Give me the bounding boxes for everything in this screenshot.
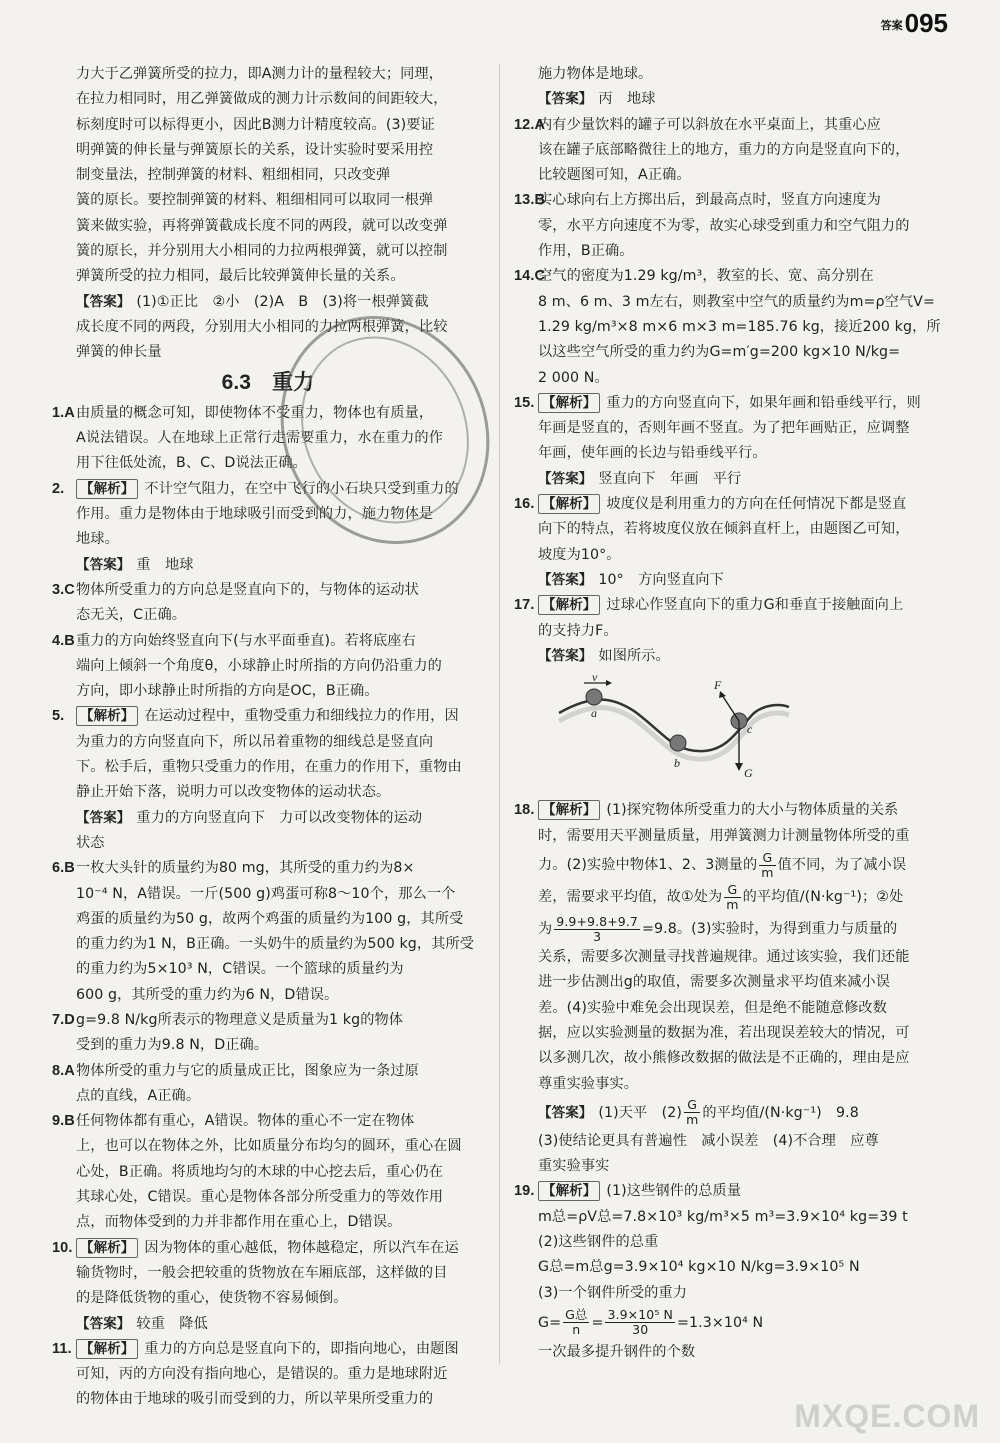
fraction: [684, 1098, 700, 1127]
question-item: [52, 1337, 484, 1413]
item-tag: 【答案】: [538, 647, 593, 664]
item-text: 的物体由于地球的吸引而受到的力，所以苹果所受重力的: [76, 1391, 434, 1408]
text-line: 标刻度时可以标得更小，因此B测力计精度较高。(3)要证: [76, 116, 435, 133]
fraction-numerator: G: [724, 883, 740, 898]
item-line: [52, 340, 484, 365]
item-line: [514, 644, 950, 669]
fraction-denominator: 3: [593, 928, 602, 944]
item-text: 重力的方向始终竖直向下(与水平面垂直)。若将底座右: [76, 632, 416, 649]
item-tag: 【答案】: [76, 1315, 131, 1332]
item-line: [52, 527, 484, 552]
question-item: [52, 401, 484, 477]
label-g: G: [744, 766, 753, 781]
item-line: [514, 290, 950, 315]
item-line: [514, 366, 950, 391]
item-line: [52, 426, 484, 451]
item-text: 状态: [76, 834, 105, 851]
item-line: [52, 1160, 484, 1185]
item-tag: 【解析】: [76, 706, 138, 726]
fraction: [563, 1308, 589, 1337]
item-line: [514, 391, 950, 416]
fraction-denominator: m: [686, 1112, 699, 1128]
item-text: 如图所示。: [598, 647, 670, 664]
item-line: [52, 477, 484, 502]
question-item: [52, 477, 484, 553]
answer-block: [514, 568, 950, 593]
answer-line: [514, 1097, 950, 1129]
item-number: 8.A: [52, 1062, 75, 1079]
page-number: 答案095: [880, 8, 948, 38]
item-text: 一次最多提升钢件的个数: [538, 1343, 696, 1360]
site-watermark: MXQE.COM: [794, 1398, 980, 1434]
item-text: 的支持力F。: [538, 622, 618, 639]
item-number: 1.A: [52, 404, 75, 421]
item-text: 年画是竖直的，否则年画不竖直。为了把年画贴正，应调整: [538, 420, 910, 437]
item-text: 成长度不同的两段，分别用大小相同的力拉两根弹簧，比较: [76, 318, 448, 335]
item-text: 物体所受的重力与它的质量成正比，图象应为一条过原: [76, 1062, 419, 1079]
item-text: 10° 方向竖直向下: [598, 571, 724, 588]
question-item: [514, 113, 950, 189]
item-text: 端向上倾斜一个角度θ，小球静止时所指的方向仍沿重力的: [76, 657, 442, 674]
item-number: 5.: [52, 708, 65, 725]
item-text: m总=ρV总=7.8×10³ kg/m³×5 m³=3.9×10⁴ kg=39 t: [538, 1208, 908, 1225]
ball-b: [670, 735, 686, 751]
item-line: [514, 798, 950, 823]
item-line: [52, 907, 484, 932]
question-item: [52, 704, 484, 805]
item-text: 10⁻⁴ N，A错误。一斤(500 g)鸡蛋可称8～10个，那么一个: [76, 885, 456, 902]
item-line: [52, 806, 484, 831]
item-tag: 【解析】: [538, 800, 600, 820]
item-text: 作用。重力是物体由于地球吸引而受到的力，施力物体是: [76, 506, 434, 523]
item-text: 任何物体都有重心，A错误。物体的重心不一定在物体: [76, 1113, 415, 1130]
item-line: [52, 502, 484, 527]
item-text: 的是降低货物的重心，使货物不容易倾倒。: [76, 1290, 348, 1307]
answer-block: [52, 1312, 484, 1337]
text-line: 簧来做实验，再将弹簧截成长度不同的两段，就可以改变弹: [76, 217, 448, 234]
item-text: 零，水平方向速度不为零，故实心球受到重力和空气阻力的: [538, 217, 910, 234]
item-line: [514, 87, 950, 112]
item-text: 方向，即小球静止时所指的方向是OC，B正确。: [76, 683, 379, 700]
item-tag: 【答案】: [538, 1104, 593, 1121]
ball-a: [586, 689, 602, 705]
item-line: [52, 553, 484, 578]
item-line: [52, 831, 484, 856]
item-line: [52, 401, 484, 426]
item-line: [52, 882, 484, 907]
item-text: 点的直线，A正确。: [76, 1087, 201, 1104]
item-tag: 【答案】: [76, 556, 131, 573]
item-line: [514, 1072, 950, 1097]
fraction-numerator: G: [684, 1098, 700, 1113]
item-line: [514, 913, 950, 945]
item-line: [514, 970, 950, 995]
item-line: [52, 983, 484, 1008]
right-column: [514, 62, 950, 1365]
text-line: 力大于乙弹簧所受的拉力，即A测力计的量程较大；同理，: [76, 66, 443, 82]
item-line: [52, 1337, 484, 1362]
item-tag: 【答案】: [76, 293, 131, 310]
item-text: 重力的方向竖直向下，如果年画和铅垂线平行，则: [606, 394, 921, 411]
text-line: (3)使结论更具有普遍性 减小误差 (4)不合理 应尊: [538, 1132, 879, 1149]
question-item: [514, 188, 950, 264]
item-line: [52, 290, 484, 315]
item-text: 差。(4)实验中难免会出现误差，但是绝不能随意修改数: [538, 999, 888, 1016]
item-line: [52, 578, 484, 603]
item-line: [514, 619, 950, 644]
item-text: g=9.8 N/kg所表示的物理意义是质量为1 kg的物体: [76, 1011, 404, 1028]
item-text: 的平均值/(N·kg⁻¹) 9.8: [702, 1104, 859, 1121]
fraction-denominator: n: [572, 1322, 581, 1338]
item-text: 向下的特点，若将坡度仪放在倾斜直杆上，由题图乙可知，: [538, 521, 910, 538]
text-line: 簧的原长。要控制弹簧的材料、粗细相同可以取同一根弹: [76, 192, 434, 209]
item-line: [52, 1362, 484, 1387]
item-line: [514, 214, 950, 239]
item-text: 时，需要用天平测量质量，用弹簧测力计测量物体所受的重: [538, 827, 910, 844]
item-text: 点，而物体受到的力并非都作用在重心上，D错误。: [76, 1214, 402, 1231]
item-text: 在运动过程中，重物受重力和细线拉力的作用，因: [144, 708, 459, 725]
item-line: [52, 1236, 484, 1261]
item-line: [514, 264, 950, 289]
label-a: a: [591, 706, 598, 721]
label-c: c: [747, 722, 753, 737]
question-item: [52, 1008, 484, 1059]
item-text: 值不同，为了减小误: [777, 857, 907, 874]
question-item: [52, 578, 484, 629]
force-f-arrow: [722, 695, 739, 721]
label-v: v: [592, 673, 598, 685]
item-number: 6.B: [52, 860, 75, 877]
item-tag: 【答案】: [538, 470, 593, 487]
item-text: (1)探究物体所受重力的大小与物体质量的关系: [606, 802, 899, 819]
answer-block: [52, 806, 484, 857]
item-line: [514, 593, 950, 618]
text-line: 弹簧所受的拉力相同，最后比较弹簧伸长量的关系。: [76, 268, 405, 285]
item-number: 2.: [52, 480, 65, 497]
item-line: [52, 1210, 484, 1235]
item-text: 8 m、6 m、3 m左右，则教室中空气的质量约为m=ρ空气V=: [538, 293, 935, 310]
item-number: 14.C: [514, 268, 546, 285]
item-text: 的重力约为5×10³ N，C错误。一个篮球的质量约为: [76, 961, 404, 978]
item-number: 10.: [52, 1239, 73, 1256]
section-title: 6.3 重力: [221, 370, 315, 394]
item-text: 物体所受重力的方向总是竖直向下的，与物体的运动状: [76, 581, 419, 598]
item-number: 7.D: [52, 1011, 75, 1028]
question-item: [514, 264, 950, 390]
item-line: [514, 1230, 950, 1255]
item-line: [514, 315, 950, 340]
item-number: 9.B: [52, 1113, 75, 1130]
item-line: [52, 1033, 484, 1058]
item-text: 2 000 N。: [538, 369, 609, 386]
item-text: 空气的密度为1.29 kg/m³，教室的长、宽、高分别在: [538, 268, 874, 285]
item-line: [514, 517, 950, 542]
fraction-denominator: m: [761, 864, 774, 880]
item-tag: 【解析】: [76, 1339, 138, 1359]
item-text: 该在罐子底部略微往上的地方，重力的方向是竖直向下的，: [538, 141, 910, 158]
item-text: 过球心作竖直向下的重力G和垂直于接触面向上: [606, 597, 904, 614]
fraction: [724, 883, 740, 912]
item-number: 15.: [514, 394, 535, 411]
column-divider: [499, 64, 500, 1364]
item-text: 进一步估测出g的取值，需要多次测量求平均值来减小误: [538, 974, 891, 991]
item-line: [514, 239, 950, 264]
item-text: 上，也可以在物体之外，比如质量分布均匀的圆环，重心在圆: [76, 1138, 462, 1155]
item-text: 的平均值/(N·kg⁻¹)；②处: [742, 889, 904, 906]
left-column: [52, 62, 484, 1413]
item-line: [52, 1185, 484, 1210]
fraction-numerator: 9.9+9.8+9.7: [556, 913, 638, 929]
item-text: G总=m总g=3.9×10⁴ kg×10 N/kg=3.9×10⁵ N: [538, 1259, 860, 1276]
item-text: =1.3×10⁴ N: [676, 1314, 764, 1331]
item-line: [52, 957, 484, 982]
item-tag: 【解析】: [76, 479, 138, 499]
force-f-arrowhead: [719, 691, 726, 698]
item-text: 重力的方向总是竖直向下的，即指向地心，由题图: [144, 1340, 459, 1357]
question-item: [514, 492, 950, 568]
item-text: 尊重实验事实。: [538, 1075, 639, 1092]
item-tag: 【解析】: [538, 393, 600, 413]
item-text: 内有少量饮料的罐子可以斜放在水平桌面上，其重心应: [538, 116, 881, 133]
item-line: [52, 1286, 484, 1311]
item-line: [52, 1134, 484, 1159]
question-item: [514, 593, 950, 644]
item-text: 差，需要求平均值，故①处为: [538, 889, 723, 906]
item-text: 竖直向下 年画 平行: [598, 470, 742, 487]
item-text: 力。(2)实验中物体1、2、3测量的: [538, 857, 758, 874]
item-line: [52, 629, 484, 654]
fraction: [554, 915, 640, 944]
question-item: [52, 856, 484, 1008]
item-line: [52, 780, 484, 805]
item-line: [52, 603, 484, 628]
item-line: [514, 492, 950, 517]
item-tag: 【答案】: [76, 809, 131, 826]
item-line: [514, 1179, 950, 1204]
item-text: A说法错误。人在地球上正常行走需要重力，水在重力的作: [76, 430, 443, 447]
item-number: 12.A: [514, 116, 546, 133]
item-line: [514, 441, 950, 466]
item-line: [514, 945, 950, 970]
item-text: =: [591, 1314, 604, 1331]
item-tag: 【解析】: [76, 1238, 138, 1258]
item-line: [52, 932, 484, 957]
text-line: 明弹簧的伸长量与弹簧原长的关系，设计实验时要采用控: [76, 141, 434, 158]
item-text: 受到的重力为9.8 N，D正确。: [76, 1037, 269, 1054]
item-line: [52, 1008, 484, 1033]
item-line: [514, 188, 950, 213]
item-text: 由质量的概念可知，即使物体不受重力，物体也有质量，: [76, 404, 434, 421]
item-line: [52, 1261, 484, 1286]
item-line: [514, 1281, 950, 1306]
item-text: G=: [538, 1314, 562, 1331]
item-text: 用下往低处流，B、C、D说法正确。: [76, 455, 307, 472]
item-number: 4.B: [52, 632, 75, 649]
label-f: F: [714, 678, 722, 693]
item-line: [52, 755, 484, 780]
item-text: (1)这些钢件的总质量: [606, 1183, 742, 1200]
item-line: [52, 1059, 484, 1084]
question-item: [52, 1109, 484, 1235]
text-line: 在拉力相同时，用乙弹簧做成的测力计示数间的间距较大，: [76, 91, 448, 108]
item-tag: 【答案】: [538, 571, 593, 588]
item-text: 一枚大头针的质量约为80 mg，其所受的重力约为8×: [76, 860, 415, 877]
item-line: [514, 1306, 950, 1340]
item-line: [52, 704, 484, 729]
item-text: 关系，需要多次测量寻找普遍规律。通过该实验，我们还能: [538, 949, 910, 966]
item-text: 下。松手后，重物只受重力的作用，在重力的作用下，重物由: [76, 759, 462, 776]
answer-block: [514, 87, 950, 112]
item-text: 丙 地球: [598, 91, 656, 108]
velocity-arrowhead: [606, 680, 612, 686]
label-b: b: [674, 756, 681, 771]
item-line: [52, 1109, 484, 1134]
item-line: [514, 1255, 950, 1280]
item-line: [52, 1084, 484, 1109]
answer-block: [514, 644, 950, 669]
item-text: (3)一个钢件所受的重力: [538, 1284, 687, 1301]
item-number: 19.: [514, 1183, 535, 1200]
answer-block: [52, 290, 484, 366]
item-line: [514, 996, 950, 1021]
answer-block: [52, 553, 484, 578]
fraction-numerator: G: [759, 851, 775, 866]
item-text: 实心球向右上方掷出后，到最高点时，竖直方向速度为: [538, 192, 881, 209]
item-line: [514, 568, 950, 593]
item-text: 坡度仪是利用重力的方向在任何情况下都是竖直: [606, 496, 907, 513]
item-text: 可知，丙的方向没有指向地心，是错误的。重力是地球附近: [76, 1366, 448, 1383]
item-line: [514, 467, 950, 492]
item-line: [514, 824, 950, 849]
item-tag: 【解析】: [538, 595, 600, 615]
item-text: 坡度为10°。: [538, 546, 621, 563]
item-line: [514, 543, 950, 568]
item-text: 重力的方向竖直向下 力可以改变物体的运动: [136, 809, 423, 826]
item-line: [52, 315, 484, 340]
item-text: 因为物体的重心越低，物体越稳定，所以汽车在运: [144, 1239, 459, 1256]
item-number: 18.: [514, 802, 535, 819]
item-line: [514, 138, 950, 163]
item-text: 输货物时，一般会把较重的货物放在车厢底部，这样做的目: [76, 1264, 448, 1281]
answer-block: [514, 467, 950, 492]
item-text: 的重力约为1 N，B正确。一头奶牛的质量约为500 kg，其所受: [76, 936, 475, 953]
item-text: 比较题图可知，A正确。: [538, 167, 691, 184]
item-line: [52, 1312, 484, 1337]
item-text: 较重 降低: [136, 1315, 208, 1332]
item-line: [514, 1046, 950, 1071]
item-text: 态无关，C正确。: [76, 607, 187, 624]
item-text: 以这些空气所受的重力约为G=m′g=200 kg×10 N/kg=: [538, 344, 901, 361]
item-text: (1)天平 (2): [598, 1104, 683, 1121]
item-number: 3.C: [52, 581, 75, 598]
item-tag: 【解析】: [538, 1181, 600, 1201]
item-text: 不计空气阻力，在空中飞行的小石块只受到重力的: [144, 480, 459, 497]
item-line: [52, 679, 484, 704]
item-text: 重 地球: [136, 556, 194, 573]
item-line: [52, 451, 484, 476]
item-text: 以多测几次，故小熊修改数据的做法是不正确的，理由是应: [538, 1050, 910, 1067]
item-line: [514, 1021, 950, 1046]
force-g-arrowhead: [735, 763, 743, 771]
item-number: 17.: [514, 597, 535, 614]
text-line: 簧的原长，并分别用大小相同的力拉两根弹簧，就可以控制: [76, 243, 448, 260]
item-text: 心处，B正确。将质地均匀的木球的中心挖去后，重心仍在: [76, 1163, 444, 1180]
question-item: [52, 1059, 484, 1110]
fraction: [605, 1308, 675, 1337]
item-text: =9.8。(3)实验时，为得到重力与质量的: [641, 921, 898, 938]
item-text: 为重力的方向竖直向下，所以吊着重物的细线总是竖直向: [76, 733, 434, 750]
item-text: 据，应以实验测量的数据为准，若出现误差较大的情况，可: [538, 1024, 910, 1041]
fraction: [759, 851, 775, 880]
item-line: [514, 163, 950, 188]
force-diagram: [554, 673, 794, 783]
item-text: 弹簧的伸长量: [76, 344, 162, 361]
item-line: [514, 1205, 950, 1230]
item-text: 静止开始下落，说明力可以改变物体的运动状态。: [76, 784, 391, 801]
item-text: (1)①正比 ②小 (2)A B (3)将一根弹簧截: [136, 293, 429, 310]
item-line: [514, 849, 950, 881]
text-line: 重实验事实: [538, 1158, 610, 1175]
item-text: 1.29 kg/m³×8 m×6 m×3 m=185.76 kg，接近200 kg，所: [538, 318, 941, 335]
item-line: [514, 340, 950, 365]
item-number: 16.: [514, 496, 535, 513]
item-line: [52, 1387, 484, 1412]
item-text: 其球心处，C错误。重心是物体各部分所受重力的等效作用: [76, 1189, 444, 1206]
item-text: (2)这些钢件的总重: [538, 1233, 659, 1250]
item-tag: 【解析】: [538, 494, 600, 514]
text-line: 制变量法，控制弹簧的材料、粗细相同，只改变弹: [76, 167, 391, 184]
fraction-denominator: m: [726, 896, 739, 912]
question-item: [52, 629, 484, 705]
item-line: [514, 416, 950, 441]
item-line: [514, 881, 950, 913]
item-text: 600 g，其所受的重力约为6 N，D错误。: [76, 986, 339, 1003]
item-text: 作用，B正确。: [538, 243, 634, 260]
item-line: [52, 856, 484, 881]
fraction-numerator: 3.9×10⁵ N: [607, 1307, 673, 1323]
item-text: 年画，使年画的长边与铅垂线平行。: [538, 445, 767, 462]
fraction-denominator: 30: [632, 1322, 649, 1338]
question-item: [52, 1236, 484, 1312]
item-text: 为: [538, 921, 553, 938]
item-line: [52, 730, 484, 755]
question-item: [514, 391, 950, 467]
fraction-numerator: G总: [565, 1307, 588, 1323]
item-number: 11.: [52, 1340, 72, 1357]
text-line: 施力物体是地球。: [538, 66, 653, 82]
item-text: 地球。: [76, 531, 119, 548]
item-number: 13.B: [514, 192, 546, 209]
item-line: [514, 113, 950, 138]
item-tag: 【答案】: [538, 91, 593, 108]
item-text: 鸡蛋的质量约为50 g，故两个鸡蛋的质量约为100 g，其所受: [76, 910, 464, 927]
item-line: [52, 654, 484, 679]
